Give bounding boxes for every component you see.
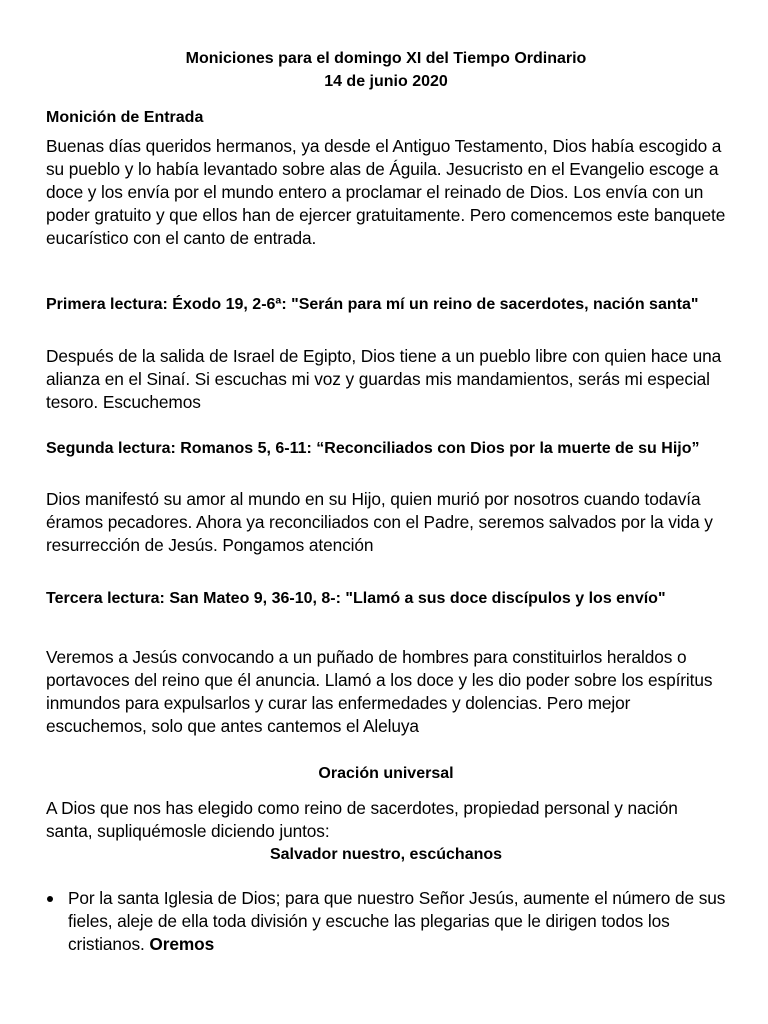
segunda-lectura-heading: Segunda lectura: Romanos 5, 6-11: “Reconciliados con Dios por la muerte de su Hijo” (46, 440, 700, 457)
segunda-lectura-text: Dios manifestó su amor al mundo en su Hijo, quien murió por nosotros cuando todavía éramos pecadores. Ahora ya reconciliados con el Padre, seremos salvados por la vida y resurrección de Jesús. Pongamos atención (46, 489, 713, 555)
petition-closing: Oremos (149, 934, 215, 954)
list-item (46, 887, 726, 956)
tercera-lectura-text: Veremos a Jesús convocando a un puñado de hombres para constituirlos heraldos o portavoces del reino que él anuncia. Llamó a los doce y les dio poder sobre los espíritus inmundos para expulsarlos y curar las enfermedades y dolencias. Pero mejor escuchemos, solo que antes cantemos el Aleluya (46, 647, 713, 736)
entrada-text: Buenas días queridos hermanos, ya desde el Antiguo Testamento, Dios había escogido a su pueblo y lo había levantado sobre alas de Águila. Jesucristo en el Evangelio escoge a doce y los envía por el mundo entero a proclamar el reinado de Dios. Los envía con un poder gratuito y que ellos han de ejercer gratuitamente. Pero comencemos este banquete eucarístico con el canto de entrada. (46, 136, 726, 248)
document-title-line-1: Moniciones para el domingo XI del Tiempo Ordinario (185, 50, 587, 67)
oracion-universal-heading: Oración universal (318, 765, 454, 782)
oracion-response: Salvador nuestro, escúchanos (269, 846, 503, 863)
primera-lectura-heading: Primera lectura: Éxodo 19, 2-6ª: "Serán para mí un reino de sacerdotes, nación santa" (46, 296, 699, 313)
petition-list (46, 887, 726, 956)
entrada-heading: Monición de Entrada (46, 109, 204, 126)
primera-lectura-text: Después de la salida de Israel de Egipto, Dios tiene a un pueblo libre con quien hace una alianza en el Sinaí. Si escuchas mi voz y guardas mis mandamientos, serás mi especial tesoro. Escuchemos (46, 346, 722, 412)
document-title-line-2: 14 de junio 2020 (324, 73, 448, 90)
petition-text: Por la santa Iglesia de Dios; para que nuestro Señor Jesús, aumente el número de sus fieles, aleje de ella toda división y escuche las plegarias que le dirigen todos los cristianos. (68, 888, 726, 954)
tercera-lectura-heading: Tercera lectura: San Mateo 9, 36-10, 8-: "Llamó a sus doce discípulos y los envío" (46, 590, 666, 607)
oracion-intro: A Dios que nos has elegido como reino de sacerdotes, propiedad personal y nación santa, supliquémosle diciendo juntos: (46, 798, 678, 841)
bullet-icon (47, 896, 53, 902)
